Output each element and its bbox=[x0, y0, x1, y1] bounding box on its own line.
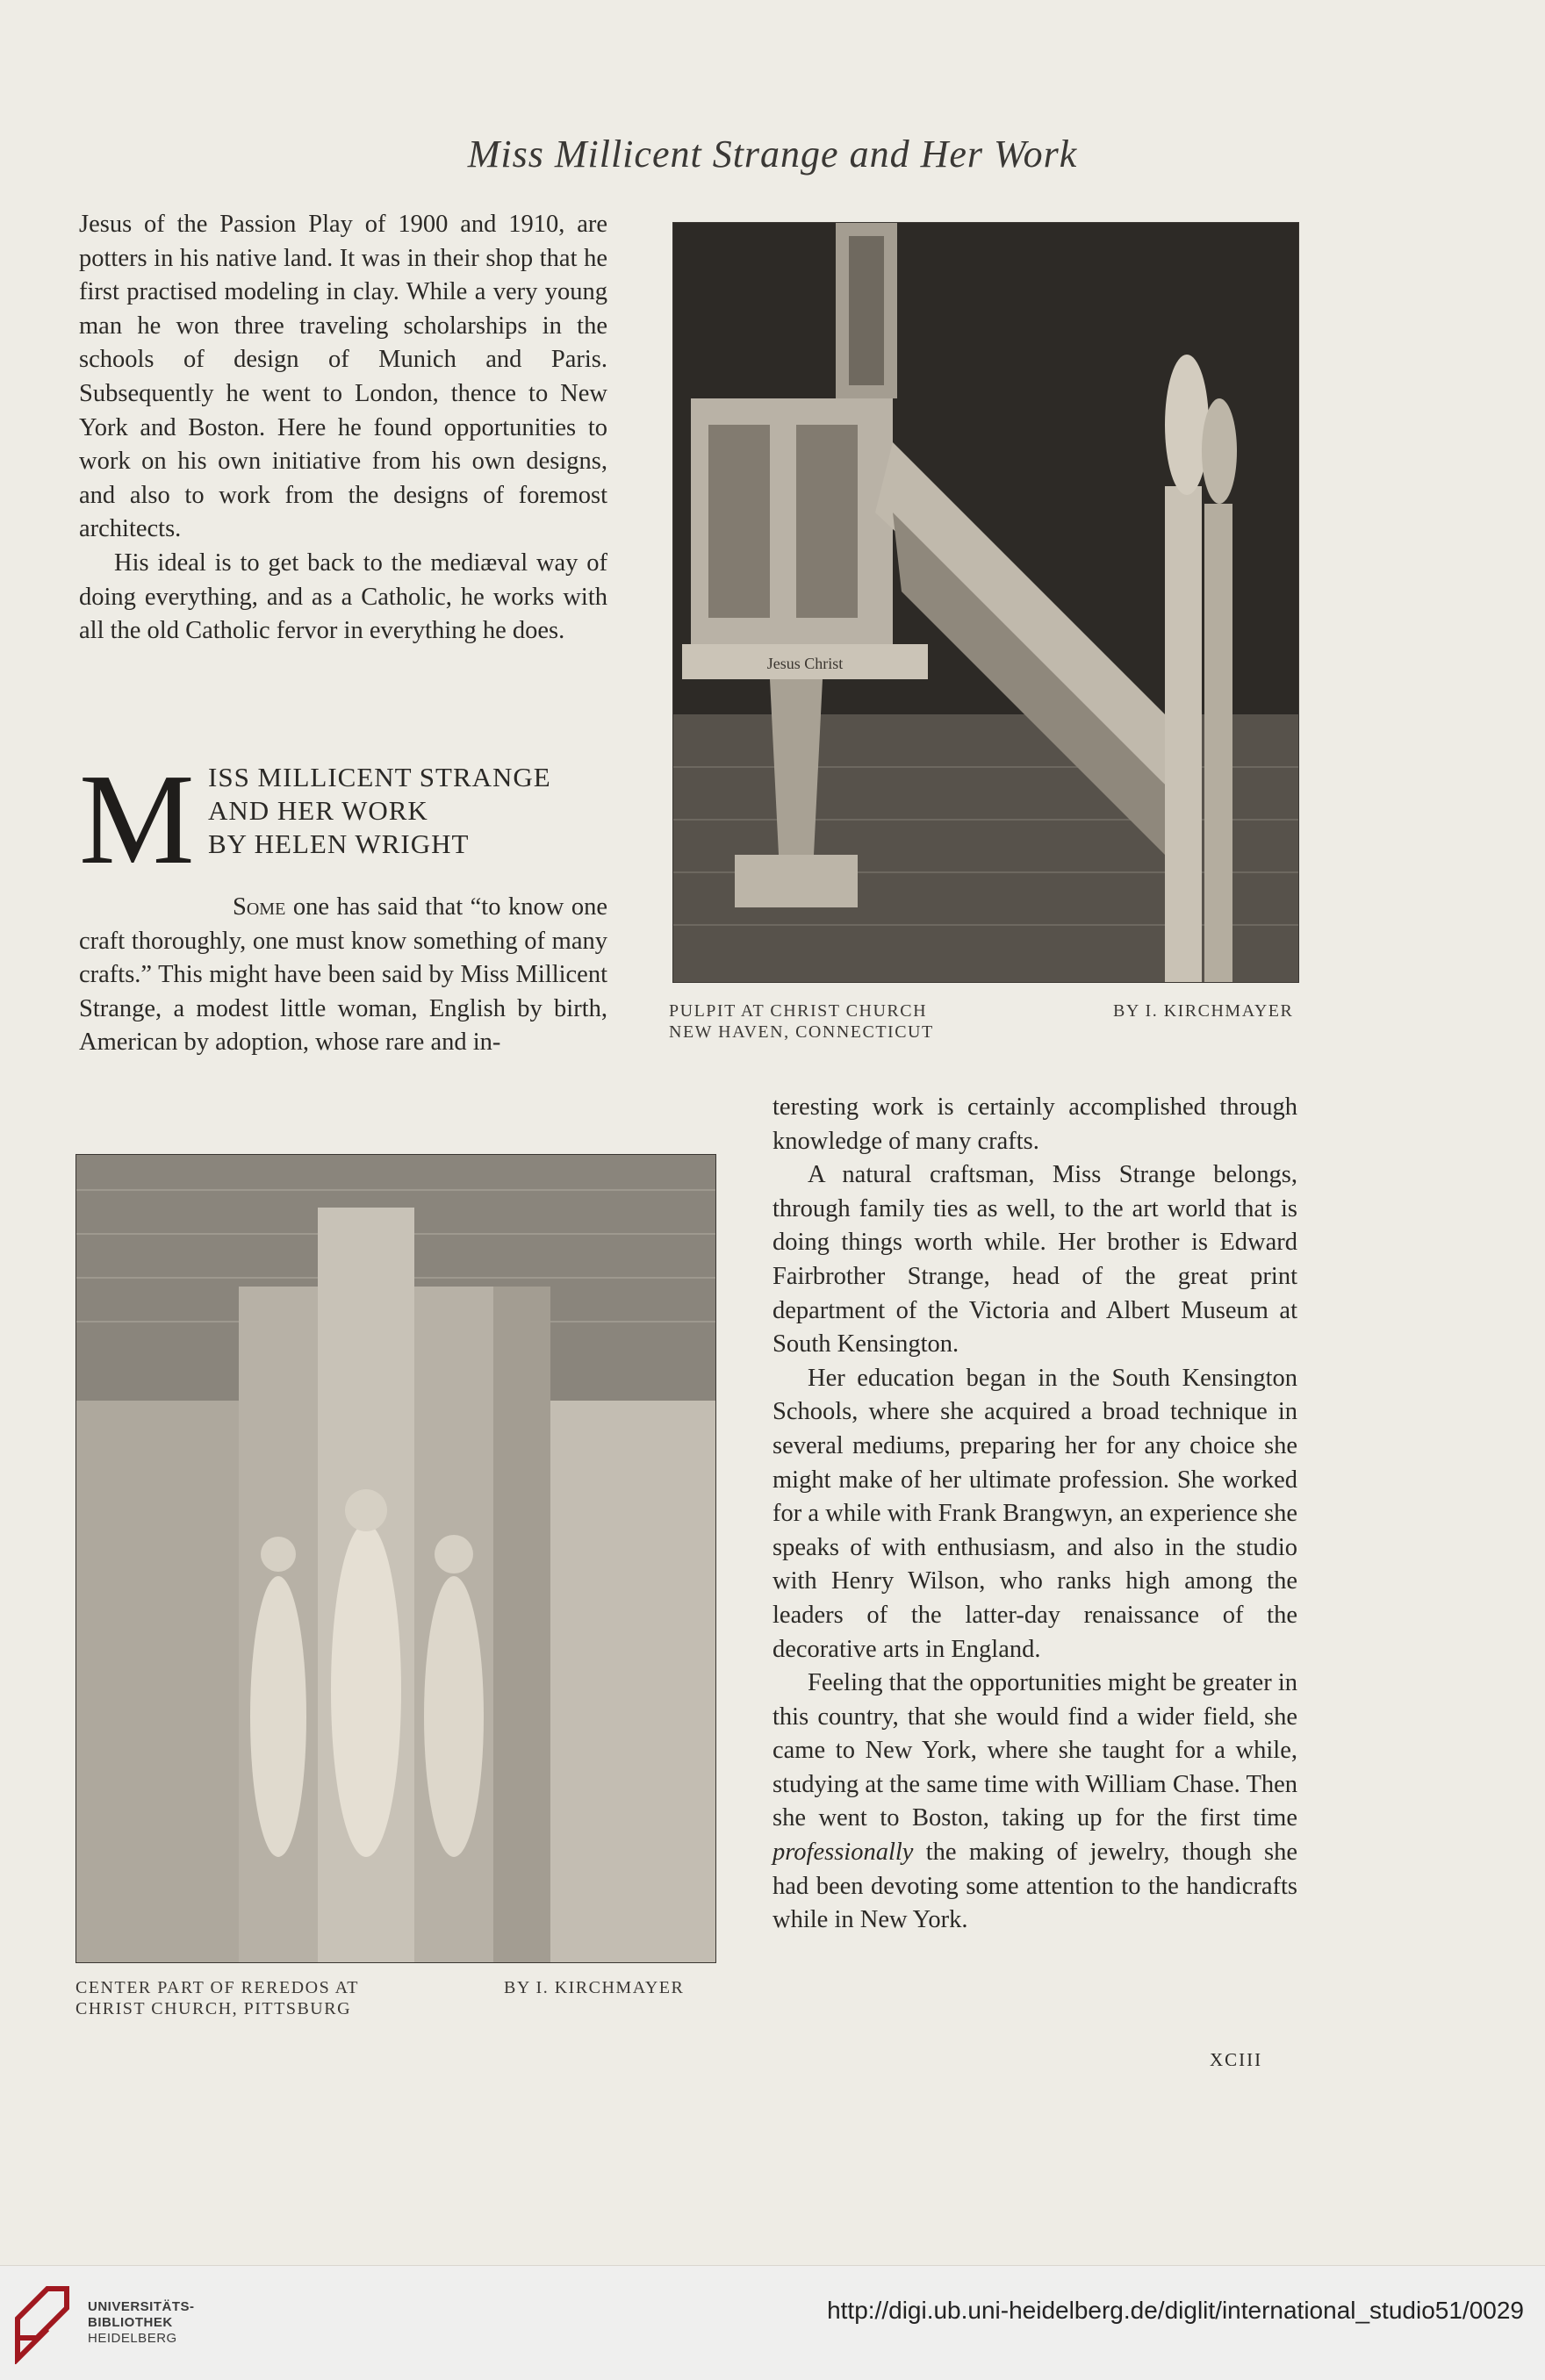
heading-line-1: ISS MILLICENT STRANGE bbox=[208, 762, 551, 792]
paragraph: Jesus of the Passion Play of 1900 and 1910, are potters in his native land. It was in their shop that he first practised modeling in clay. While a very young man he won three traveling scholarships in the schools of design of Munich and Paris. Subsequently he went to London, thence to New York and Boston. Here he found opportunities to work on his own initiative from his own designs, and also to work from the designs of foremost architects. bbox=[79, 211, 607, 543]
drop-cap: M bbox=[79, 748, 195, 892]
pulpit-caption bbox=[669, 1000, 934, 1043]
paragraph: A natural craftsman, Miss Strange belongs, through family ties as well, to the art world that is doing things worth while. Her brother is Edward Fairbrother Strange, head of the great print department of the Victoria and Albert Museum at South Kensington. bbox=[772, 1161, 1297, 1358]
left-column-lead bbox=[79, 891, 607, 1060]
paragraph bbox=[772, 1667, 1297, 1938]
pulpit-photo bbox=[672, 222, 1299, 983]
byline: BY HELEN WRIGHT bbox=[208, 828, 470, 859]
paragraph: Her education began in the South Kensington Schools, where she acquired a broad technique in several mediums, preparing her for any choice she might make of her ultimate profession. She worked for a while with Frank Brangwyn, an experience she speaks of with enthusiasm, and also in the studio with Henry Wilson, who ranks high among the leaders of the latter-day renaissance of the decorative arts in England. bbox=[772, 1364, 1297, 1663]
reredos-credit: BY I. KIRCHMAYER bbox=[504, 1978, 685, 1997]
heading-lines bbox=[208, 761, 551, 861]
paragraph: teresting work is certainly accomplished through knowledge of many crafts. bbox=[772, 1093, 1297, 1155]
pulpit-caption-line-1: PULPIT AT CHRIST CHURCH bbox=[669, 1001, 928, 1021]
pulpit-credit: BY I. KIRCHMAYER bbox=[1113, 1001, 1294, 1021]
text-run: the making of jewelry, though she had been devoting some attention to the handicrafts while in New York. bbox=[772, 1839, 1298, 1934]
lead-paragraph bbox=[79, 891, 607, 1060]
lead-smallcaps: Some bbox=[233, 893, 286, 921]
right-column bbox=[772, 1091, 1297, 1938]
reredos-caption bbox=[75, 1977, 359, 2019]
pulpit-caption-line-2: NEW HAVEN, CONNECTICUT bbox=[669, 1022, 934, 1042]
source-url-link[interactable]: http://digi.ub.uni-heidelberg.de/diglit/international_studio51/0029 bbox=[827, 2297, 1524, 2324]
library-line-3: HEIDELBERG bbox=[88, 2331, 177, 2346]
library-line-2: BIBLIOTHEK bbox=[88, 2315, 173, 2330]
library-logo-icon bbox=[12, 2283, 72, 2364]
reredos-caption-line-1: CENTER PART OF REREDOS AT bbox=[75, 1978, 360, 1997]
reredos-caption-line-2: CHRIST CHURCH, PITTSBURG bbox=[75, 1999, 352, 2018]
italic-word: professionally bbox=[772, 1839, 914, 1867]
heading-line-2: AND HER WORK bbox=[208, 795, 428, 826]
lead-text: one has said that “to know one craft thoroughly, one must know something of many crafts.” This might have been said by Miss Millicent Strange, a modest little woman, English by birth, American by adoption, whose rare and in- bbox=[79, 893, 607, 1057]
library-line-1: UNIVERSITÄTS- bbox=[88, 2299, 195, 2314]
library-name bbox=[88, 2299, 195, 2347]
running-title: Miss Millicent Strange and Her Work bbox=[467, 133, 1078, 176]
reredos-photo bbox=[75, 1154, 716, 1963]
page-number: XCIII bbox=[1210, 2049, 1263, 2070]
text-run: Feeling that the opportunities might be greater in this country, that she would find a wider field, she came to New York, where she taught for a while, studying at the same time with William Chase. Then she went to Boston, taking up for the first time bbox=[772, 1669, 1297, 1832]
reredos-illustration bbox=[76, 1155, 715, 1962]
left-column-top bbox=[79, 208, 607, 649]
library-footer bbox=[0, 2265, 1545, 2380]
article-heading bbox=[79, 748, 607, 892]
pulpit-inscription: Jesus Christ bbox=[766, 655, 844, 672]
pulpit-illustration bbox=[673, 223, 1298, 982]
paragraph: His ideal is to get back to the mediæval way of doing everything, and as a Catholic, he works with all the old Catholic fervor in everything he does. bbox=[79, 548, 607, 645]
